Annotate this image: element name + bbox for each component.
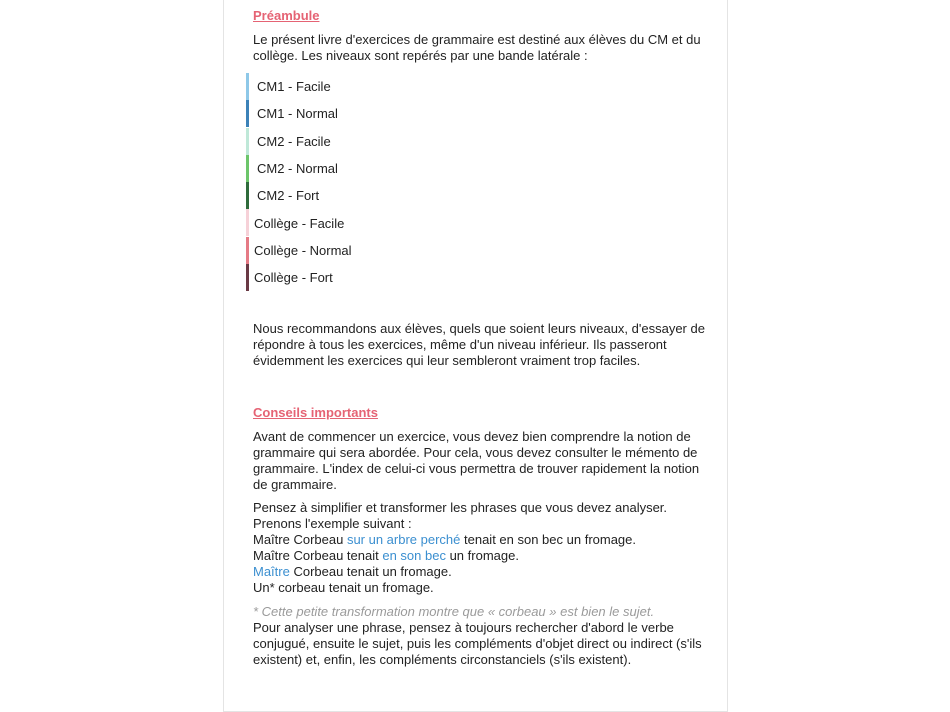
level-item <box>246 209 344 236</box>
level-item <box>246 128 344 155</box>
level-item <box>246 100 344 127</box>
level-label: CM1 - Normal <box>257 106 338 122</box>
advice-line-2: Prenons l'exemple suivant : <box>253 516 412 531</box>
level-item <box>246 264 344 291</box>
highlight-word: Maître <box>253 564 290 579</box>
level-item <box>246 155 344 182</box>
level-color-bar <box>246 155 249 182</box>
example-sentence-1: Maître Corbeau sur un arbre perché tenait en son bec un fromage. <box>253 532 637 547</box>
level-label: Collège - Facile <box>254 215 345 231</box>
level-legend <box>246 73 352 291</box>
conseils-heading: Conseils importants <box>253 405 378 420</box>
example-sentence-4: Un* corbeau tenait un fromage. <box>253 580 434 595</box>
example-block <box>253 500 713 596</box>
level-label: CM2 - Normal <box>257 161 338 177</box>
example-sentence-2: Maître Corbeau tenait en son bec un fromage. <box>253 548 519 563</box>
document-page <box>223 0 728 712</box>
conseils-paragraph-3: Pour analyser une phrase, pensez à toujours rechercher d'abord le verbe conjugué, ensuite le sujet, puis les compléments d'objet direct ou indirect (s'ils existent) et, enfin, les compléments circonstanciels (s'ils existent). <box>253 620 702 667</box>
level-color-bar <box>246 100 249 127</box>
level-color-bar <box>246 128 249 155</box>
level-item <box>246 73 344 100</box>
conseils-paragraph-1: Avant de commencer un exercice, vous devez bien comprendre la notion de grammaire qui sera abordée. Pour cela, vous devez consulter le mémento de grammaire. L'index de celui-ci vous permettra de trouver rapidement la notion de grammaire. <box>253 429 700 492</box>
level-item <box>246 237 352 264</box>
highlight-complement: sur un arbre perché <box>346 532 461 547</box>
level-label: CM2 - Facile <box>257 133 331 149</box>
level-color-bar <box>246 209 249 236</box>
level-color-bar <box>246 182 249 209</box>
preambule-intro: Le présent livre d'exercices de grammaire est destiné aux élèves du CM et du collège. Les niveaux sont repérés par une bande latérale : <box>253 32 701 63</box>
example-sentence-3: Maître Corbeau tenait un fromage. <box>253 564 452 579</box>
level-label: CM2 - Fort <box>257 188 320 204</box>
level-label: Collège - Fort <box>254 270 333 286</box>
level-item <box>246 182 344 209</box>
level-color-bar <box>246 264 249 291</box>
level-color-bar <box>246 237 249 264</box>
advice-line-1: Pensez à simplifier et transformer les phrases que vous devez analyser. <box>253 500 668 515</box>
level-label: Collège - Normal <box>254 242 352 258</box>
level-color-bar <box>246 73 249 100</box>
recommendation-text: Nous recommandons aux élèves, quels que soient leurs niveaux, d'essayer de répondre à tous les exercices, même d'un niveau inférieur. Ils passeront évidemment les exercices qui leur sembleront vraiment trop faciles. <box>253 321 705 368</box>
level-label: CM1 - Facile <box>257 79 331 95</box>
footnote: * Cette petite transformation montre que « corbeau » est bien le sujet. <box>253 604 655 619</box>
preambule-heading: Préambule <box>253 8 320 23</box>
highlight-complement: en son bec <box>382 548 446 563</box>
